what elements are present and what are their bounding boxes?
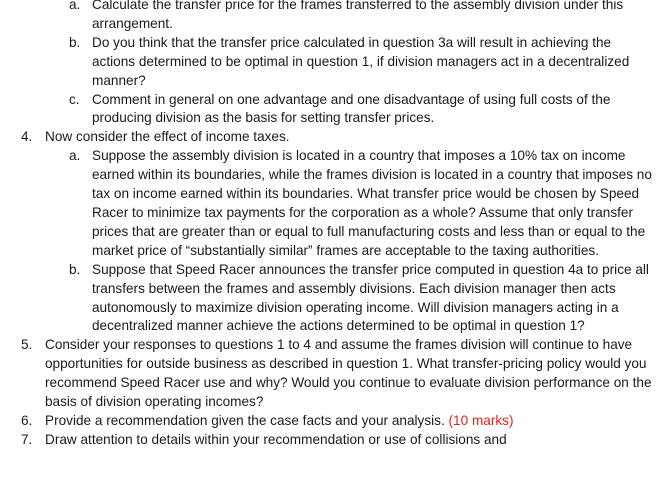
list-marker: c. [69,91,80,107]
question-text: Provide a recommendation given the case facts and your analysis. [45,412,445,428]
list-item-text: Do you think that the transfer price calculated in question 3a will result in achieving the actions determined to be optimal in question 1, if division managers act in a decentralized manner? [92,34,630,88]
list-item-3b [0,34,657,91]
question-6 [0,412,657,431]
list-marker: b. [69,34,81,50]
question-text: Draw attention to details within your recommendation or use of collisions and [45,431,507,447]
list-marker: 6. [21,412,33,428]
list-item-4b [0,261,657,337]
question-5 [0,336,657,412]
list-marker: 5. [21,337,33,353]
list-marker: 4. [21,129,33,145]
marks-label: (10 marks) [448,412,514,428]
question-text: Consider your responses to questions 1 to 4 and assume the frames division will continue to have opportunities for outside business as described in question 1. What transfer-pricing policy would you recommend Speed Racer use and why? Would you continue to evaluate division performance on the basis of division operating incomes? [45,337,652,410]
list-item-text: Comment in general on one advantage and one disadvantage of using full costs of the producing division as the basis for setting transfer prices. [92,91,611,126]
question-text-line [45,412,657,431]
question-7-cut-off [0,431,657,447]
list-item-text: Calculate the transfer price for the frames transferred to the assembly division under this arrangement. [92,0,624,31]
list-marker: b. [69,261,81,277]
list-item-3c [0,91,657,129]
list-marker: 7. [21,431,33,447]
list-item-text: Suppose the assembly division is located in a country that imposes a 10% tax on income earned within its boundaries, while the frames division is located in a country that imposes no tax on income earned within its boundaries. What transfer price would be chosen by Speed Racer to minimize tax payments for the corporation as a whole? Assume that only transfer prices that are greater than or equal to full manufacturing costs and less than or equal to the market price of “substantially similar” frames are acceptable to the taxing authorities. [92,148,652,258]
question-4 [0,128,657,147]
list-item-4a [0,147,657,260]
list-marker: a. [69,0,81,12]
list-item-text: Suppose that Speed Racer announces the transfer price computed in question 4a to price all transfers between the frames and assembly divisions. Each division manager then acts autonomously to maximize division operating income. Will division managers acting in a decentralized manner achieve the actions determined to be optimal in question 1? [92,261,649,334]
list-marker: a. [69,148,81,164]
list-item-3a [0,0,657,34]
question-text: Now consider the effect of income taxes. [45,129,290,145]
